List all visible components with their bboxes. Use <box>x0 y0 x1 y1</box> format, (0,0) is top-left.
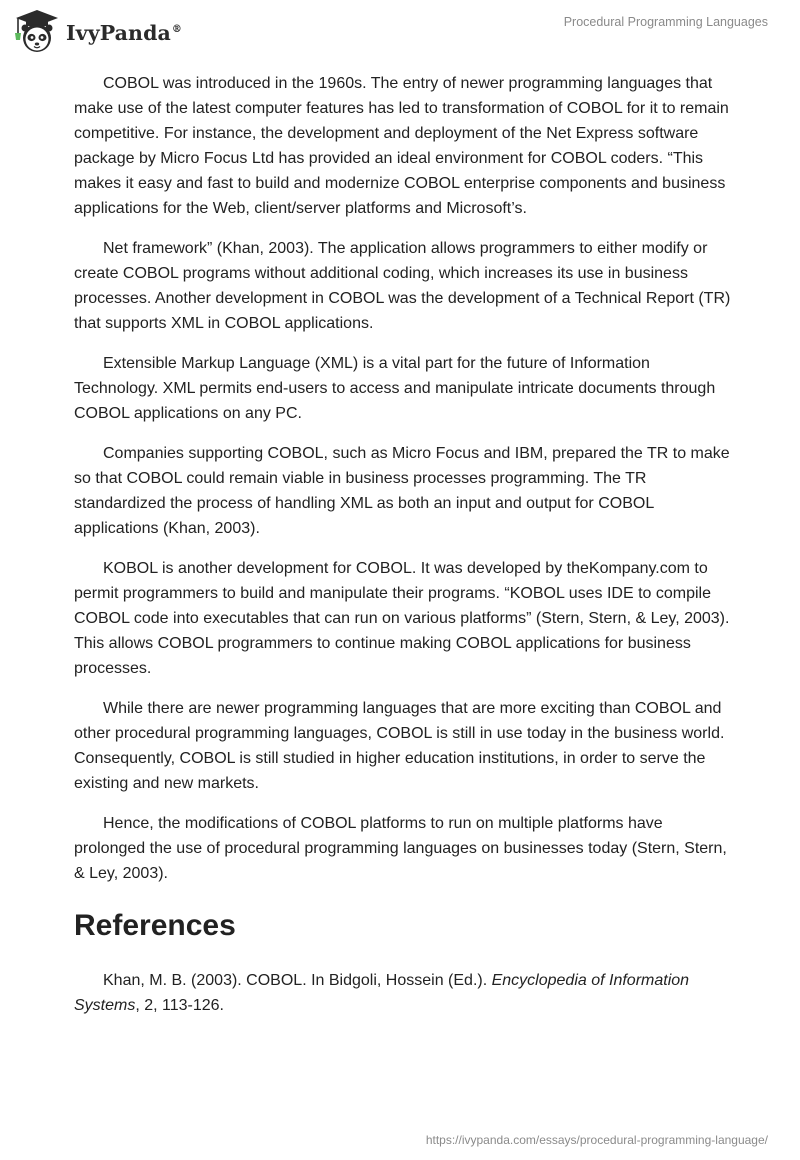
paragraph: KOBOL is another development for COBOL. It was developed by theKompany.com to permit programmers to build and manipulate their programs. “KOBOL uses IDE to compile COBOL code into executables that can run on various platforms” (Stern, Stern, & Ley, 2003). This allows COBOL programmers to continue making COBOL applications for business processes. <box>74 560 730 677</box>
reference-source-title: Encyclopedia of Information Systems <box>74 972 690 1014</box>
essay-body <box>74 71 734 1018</box>
paragraph: Hence, the modifications of COBOL platforms to run on multiple platforms have prolonged the use of procedural programming languages on businesses today (Stern, Stern, & Ley, 2003). <box>74 815 727 882</box>
paragraph: Net framework” (Khan, 2003). The application allows programmers to either modify or create COBOL programs without additional coding, which increases its use in business processes. Another development in COBOL was the development of a Technical Report (TR) that supports XML in COBOL applications. <box>74 240 731 332</box>
document-title: Procedural Programming Languages <box>563 15 768 29</box>
references-heading: References <box>74 909 236 942</box>
reference-details: , 2, 113-126. <box>135 997 224 1014</box>
page-header <box>0 0 800 60</box>
paragraph: Companies supporting COBOL, such as Micro Focus and IBM, prepared the TR to make so that COBOL could remain viable in business processes programming. The TR standardized the process of handling XML as both an input and output for COBOL applications (Khan, 2003). <box>74 445 730 537</box>
paragraph: Extensible Markup Language (XML) is a vital part for the future of Information Technology. XML permits end-users to access and manipulate intricate documents through COBOL applications on any PC. <box>74 355 716 422</box>
reference-entry <box>74 968 734 1018</box>
paragraph: COBOL was introduced in the 1960s. The entry of newer programming languages that make use of the latest computer features has led to transformation of COBOL for it to remain competitive. For instance, the development and deployment of the Net Express software package by Micro Focus Ltd has provided an ideal environment for COBOL coders. “This makes it easy and fast to build and modernize COBOL enterprise components and business applications for the Web, client/server platforms and Microsoft’s. <box>74 75 729 217</box>
panda-graduate-icon <box>14 9 60 55</box>
brand-name: IvyPanda® <box>66 21 182 45</box>
footer-url[interactable]: https://ivypanda.com/essays/procedural-programming-language/ <box>425 1133 768 1147</box>
reference-text: Khan, M. B. (2003). COBOL. In Bidgoli, Hossein (Ed.). <box>103 972 492 989</box>
paragraph: While there are newer programming languages that are more exciting than COBOL and other procedural programming languages, COBOL is still in use today in the business world. Consequently, COBOL is still studied in higher education institutions, in order to serve the existing and new markets. <box>74 700 725 792</box>
ivypanda-logo[interactable] <box>14 9 182 55</box>
